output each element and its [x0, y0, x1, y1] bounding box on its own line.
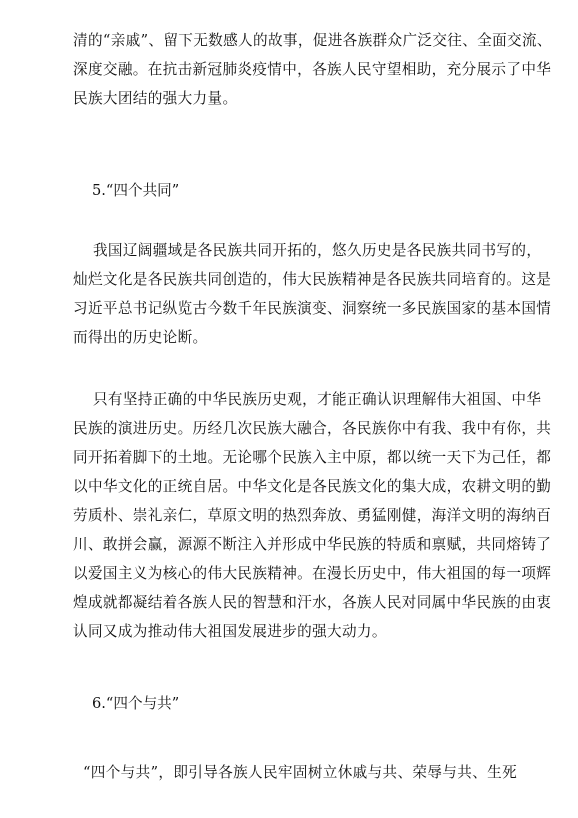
text-line: 认同又成为推动伟大祖国发展进步的强大动力。: [73, 623, 387, 640]
text-line: 清的“亲戚”、留下无数感人的故事，促进各族群众广泛交往、全面交流、: [73, 32, 552, 49]
text-line: 而得出的历史论断。: [73, 329, 208, 346]
text-line: 我国辽阔疆域是各民族共同开拓的，悠久历史是各民族共同书写的，: [73, 242, 542, 259]
paragraph-four-commons: [73, 236, 552, 352]
text-line: 灿烂文化是各民族共同创造的，伟大民族精神是各民族共同培育的。这是: [73, 271, 552, 288]
paragraph-intro-continuation: [73, 26, 552, 113]
text-line: 民族大团结的强大力量。: [73, 90, 238, 107]
section-heading-6: 6.“四个与共”: [92, 695, 180, 712]
paragraph-historical-view: [73, 385, 552, 646]
text-line: 煌成就都凝结着各族人民的智慧和汗水，各族人民对同属中华民族的由衷: [73, 594, 552, 611]
text-line: 以爱国主义为核心的伟大民族精神。在漫长历史中，伟大祖国的每一项辉: [73, 565, 552, 582]
text-line: “四个与共”，即引导各族人民牢固树立休戚与共、荣辱与共、生死: [73, 764, 518, 781]
text-line: 同开拓着脚下的土地。无论哪个民族入主中原，都以统一天下为己任，都: [73, 449, 552, 466]
text-line: 川、敢拼会赢，源源不断注入并形成中华民族的特质和禀赋，共同熔铸了: [73, 536, 552, 553]
text-line: 以中华文化的正统自居。中华文化是各民族文化的集大成，农耕文明的勤: [73, 478, 552, 495]
text-line: 劳质朴、崇礼亲仁，草原文明的热烈奔放、勇猛刚健，海洋文明的海纳百: [73, 507, 552, 524]
section-heading-5: 5.“四个共同”: [92, 182, 180, 199]
paragraph-four-togethers: [73, 758, 518, 787]
text-line: 只有坚持正确的中华民族历史观，才能正确认识理解伟大祖国、中华: [73, 391, 542, 408]
text-line: 民族的演进历史。历经几次民族大融合，各民族你中有我、我中有你，共: [73, 420, 552, 437]
text-line: 习近平总书记纵览古今数千年民族演变、洞察统一多民族国家的基本国情: [73, 300, 552, 317]
text-line: 深度交融。在抗击新冠肺炎疫情中，各族人民守望相助，充分展示了中华: [73, 61, 552, 78]
